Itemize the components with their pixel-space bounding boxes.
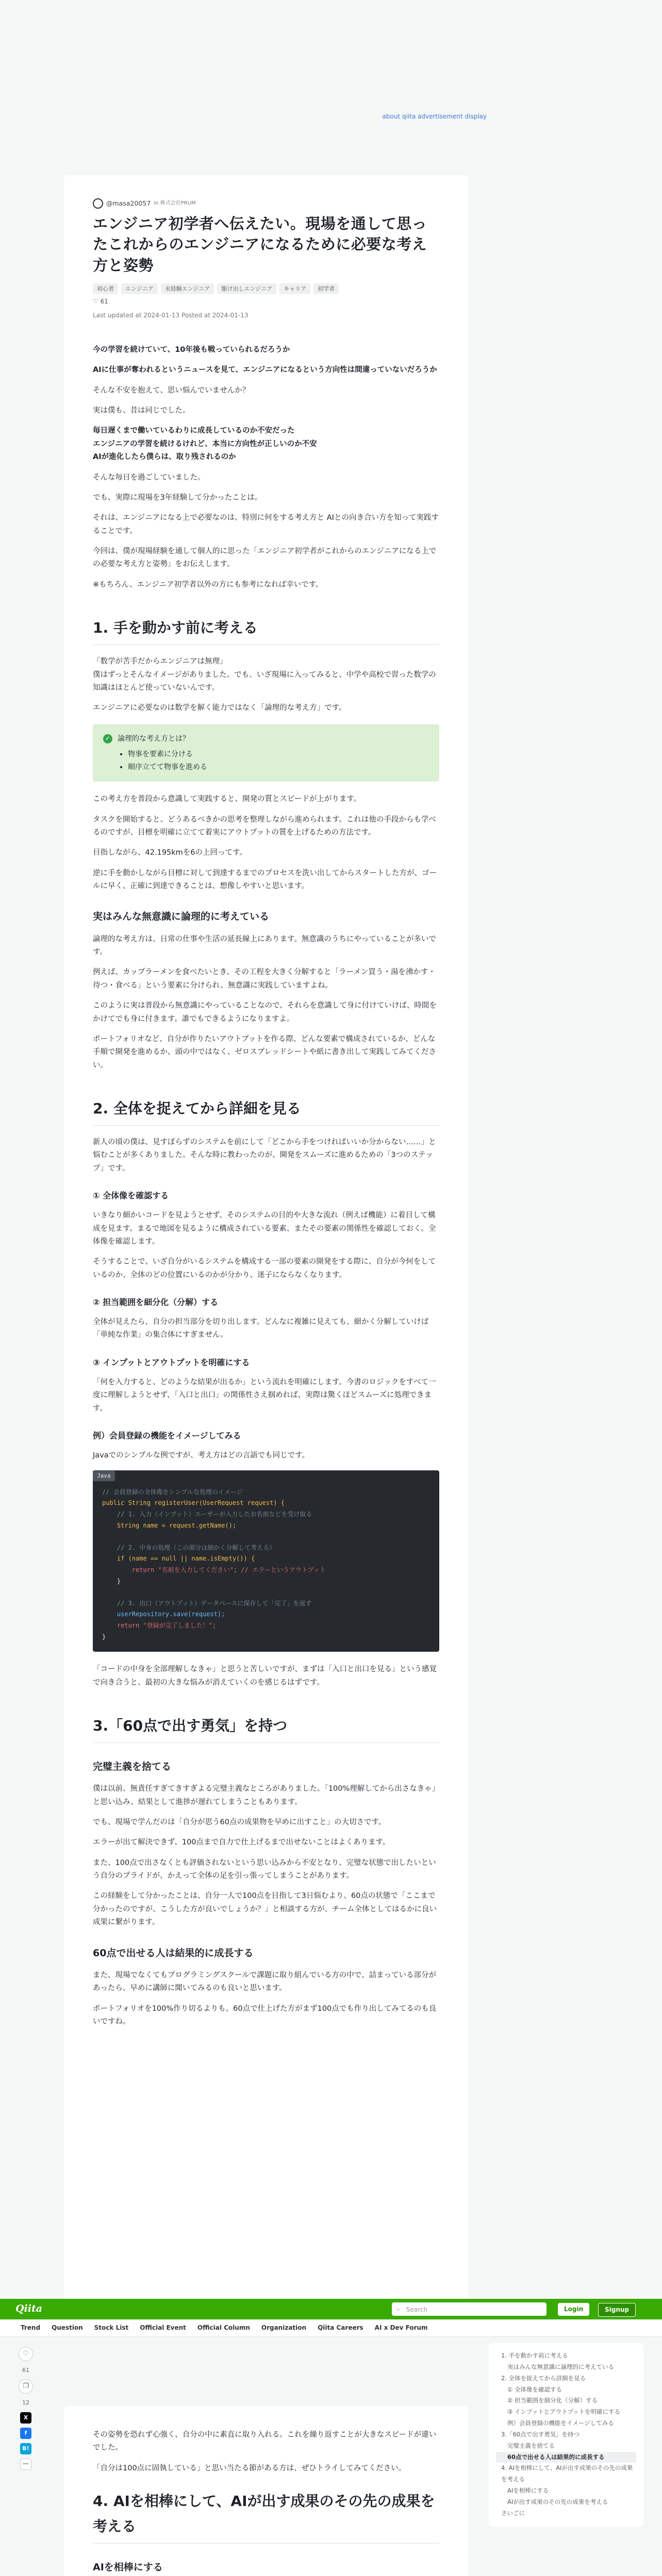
nav-item[interactable]: Qiita Careers bbox=[318, 2324, 363, 2331]
paragraph: いきなり細かいコードを見ようとせず、そのシステムの目的や大きな流れ（例えば機能）に着目して構成を見ます。まるで地図を見るように構成されている要素、またその要素の関係性を確認しておく。全体像を確認します。 bbox=[93, 1211, 436, 1246]
article-actions bbox=[15, 2347, 36, 2470]
paragraph: エンジニアに必要なのは数学を解く能力ではなく「論理的な考え方」です。 bbox=[93, 704, 346, 713]
nav-item[interactable]: Official Event bbox=[140, 2324, 186, 2331]
subsection-heading: 実はみんな無意識に論理的に考えている bbox=[93, 911, 270, 923]
bold-block: AIが進化したら僕らは、取り残されるのか bbox=[93, 453, 236, 462]
author-avatar[interactable] bbox=[93, 198, 103, 209]
paragraph: 例えば、カップラーメンを食べたいとき、その工程を大きく分解すると「ラーメン買う・湯を沸かす・待つ・食べる」という要素に分けられ、無意識に実践していますよね。 bbox=[93, 968, 436, 990]
paragraph: ポートフォリオを100%作り切るよりも、60点で仕上げた方がまず100点でも作り出してみてるのも良いですね。 bbox=[93, 2004, 437, 2026]
toc-item[interactable]: 3.「60点で出す勇気」を持つ bbox=[501, 2430, 580, 2438]
toc-item[interactable]: AIを相棒にする bbox=[507, 2487, 549, 2495]
paragraph: 「数学が苦手だからエンジニアは無理」 bbox=[93, 657, 227, 666]
subsection-heading: 60点で出せる人は結果的に成長する bbox=[93, 1947, 254, 1959]
article-dates: Last updated at 2024-01-13 Posted at 2024-01-13 bbox=[93, 311, 249, 319]
code-line: // 3. 出口（アウトプット）データベースに保存して「完了」を返す bbox=[102, 1599, 312, 1607]
paragraph: この考え方を普段から意識して実践すると、開発の質とスピードが上がります。 bbox=[93, 795, 361, 804]
intro-bold-1: 今の学習を続けていて、10年後も戦っていられるだろうか bbox=[93, 345, 290, 354]
article-body bbox=[64, 175, 468, 2308]
code-line: return "登録が完了しました！"; bbox=[102, 1622, 217, 1629]
like-icon[interactable]: ♡ bbox=[19, 2347, 33, 2361]
section-heading: 1. 手を動かす前に考える bbox=[93, 615, 439, 645]
note-item: • 順序立てて物事を進める bbox=[128, 761, 429, 774]
nav-item[interactable]: Stock List bbox=[94, 2324, 129, 2331]
qiita-logo[interactable]: Qiita bbox=[15, 2303, 43, 2315]
tag[interactable]: キャリア bbox=[279, 283, 310, 294]
bold-block: 毎日遅くまで働いているわりに成長しているのか不安だった bbox=[93, 427, 295, 435]
tag[interactable]: 初学者 bbox=[313, 283, 339, 294]
nav-item[interactable]: Trend bbox=[21, 2324, 41, 2331]
toc-item[interactable]: 例）会員登録の機能をイメージしてみる bbox=[507, 2419, 614, 2427]
tag[interactable]: 未経験エンジニア bbox=[161, 283, 214, 294]
toc-item[interactable]: ① 全体像を確認する bbox=[507, 2385, 562, 2393]
nav-item[interactable]: Official Column bbox=[197, 2324, 250, 2331]
ad-info-link[interactable]: about qiita advertisement display bbox=[382, 113, 487, 120]
code-line: String name = request.getName(); bbox=[102, 1521, 237, 1529]
paragraph: また、現場でなくてもプログラミングスクールで課題に取り組んでいる方の中で、詰まっている部分があったら、早めに講師に聞いてみるのも良いと思います。 bbox=[93, 1971, 436, 1993]
code-line: userRepository.save(request); bbox=[102, 1611, 225, 1618]
code-language-label: Java bbox=[93, 1471, 115, 1481]
search-icon: ⌕ bbox=[396, 2306, 400, 2313]
code-line: } bbox=[102, 1633, 106, 1640]
more-icon[interactable]: ⋯ bbox=[20, 2459, 31, 2470]
code-line: // 会員登録の全体像をシンプルな処理のイメージ bbox=[102, 1488, 243, 1496]
code-line: public String registerUser(UserRequest request) { bbox=[102, 1499, 285, 1507]
paragraph: 逆に手を動かしながら目標に対して到達するまでのプロセスを洗い出してからスタートした方が、ゴールに早く、正確に到達できることは、想像しやすいと思います。 bbox=[93, 869, 437, 891]
article-body-continued bbox=[64, 2406, 468, 2576]
table-of-contents bbox=[489, 2343, 643, 2527]
paragraph: Javaでのシンプルな例ですが、考え方はどの言語でも同じです。 bbox=[93, 1451, 310, 1460]
toc-item[interactable]: 実はみんな無意識に論理的に考えている bbox=[507, 2363, 614, 2370]
author-name[interactable]: @masa20057 bbox=[106, 199, 151, 207]
toc-item[interactable]: 1. 手を動かす前に考える bbox=[501, 2352, 568, 2359]
paragraph: 実は僕も、昔は同じでした。 bbox=[93, 406, 190, 415]
code-block[interactable] bbox=[93, 1470, 439, 1652]
paragraph: 論理的な考え方は、日常の仕事や生活の延長線上にあります。無意識のうちにやっていることが多いです。 bbox=[93, 935, 436, 957]
code-line: if (name == null || name.isEmpty()) { bbox=[102, 1555, 255, 1563]
hatena-share-icon[interactable]: B! bbox=[20, 2443, 31, 2454]
toc-item[interactable]: 2. 全体を捉えてから詳細を見る bbox=[501, 2374, 586, 2382]
org-badge[interactable]: in 株式会社PRUM bbox=[154, 200, 196, 207]
toc-item[interactable]: AIが出す成果のその先の成果を考える bbox=[507, 2498, 608, 2505]
paragraph: このように実は普段から無意識にやっていることなので、それらを意識して身に付けていけば、時間をかけてでも身に付きます。誰でもできるようになりますよ。 bbox=[93, 1002, 437, 1023]
section-heading: 2. 全体を捉えてから詳細を見る bbox=[93, 1096, 439, 1126]
paragraph: そうすることで、いざ自分がいるシステムを構成する一部の要素の開発をする際に、自分が今何をしているのか、全体のどの位置にいるのかが分かり、迷子にならなくなります。 bbox=[93, 1258, 436, 1279]
step-heading: ② 担当範囲を細分化（分解）する bbox=[93, 1297, 219, 1308]
subsection-heading: AIを相棒にする bbox=[93, 2562, 163, 2573]
section-heading: 3.「60点で出す勇気」を持つ bbox=[93, 1713, 439, 1743]
code-line: return "名前を入力してください"; // エラーというアウトプット bbox=[102, 1566, 326, 1574]
section-heading: 4. AIを相棒にして、AIが出す成果のその先の成果を考える bbox=[93, 2488, 439, 2544]
bold-block: エンジニアの学習を続けるけれど、本当に方向性が正しいのか不安 bbox=[93, 439, 317, 448]
like-count-side: 61 bbox=[22, 2367, 29, 2374]
note-box bbox=[93, 724, 439, 782]
nav-item[interactable]: Organization bbox=[261, 2324, 307, 2331]
x-share-icon[interactable]: X bbox=[20, 2412, 31, 2424]
step-heading: ① 全体像を確認する bbox=[93, 1191, 169, 1201]
code-line: // 1. 入力（インプット）ユーザーが入力したお名前などを受け取る bbox=[102, 1511, 312, 1518]
like-count: ♡ 61 bbox=[93, 297, 108, 305]
paragraph: 「コードの中身を全部理解しなきゃ」と思うと苦しいですが、まずは「入口と出口を見る」という感覚で向き合うと、最初の大きな悩みが消えていくのを感じるはずです。 bbox=[93, 1665, 437, 1687]
paragraph: でも、現場で学んだのは「自分が思う60点の成果物を早めに出すこと」の大切さです。 bbox=[93, 1818, 386, 1826]
signup-button[interactable]: Signup bbox=[598, 2303, 636, 2317]
paragraph: ※もちろん、エンジニア初学者以外の方にも参考になれば幸いです。 bbox=[93, 580, 323, 589]
intro-bold-2: AIに仕事が奪われるというニュースを見て、エンジニアになるという方向性は間違っていないだろうか bbox=[93, 366, 437, 375]
toc-item[interactable]: ③ インプットとアウトプットを明確にする bbox=[507, 2408, 621, 2416]
code-line bbox=[102, 1587, 430, 1598]
paragraph: また、100点で出さなくとも評価されないという思い込みから不安となり、完璧な状態で出したいという自分のプライドが、かえって全体の足を引っ張ってしまうことがあります。 bbox=[93, 1858, 436, 1880]
note-item: • 物事を要素に分ける bbox=[128, 748, 429, 761]
tag[interactable]: 駆け出しエンジニア bbox=[217, 283, 276, 294]
sub-navigation bbox=[0, 2319, 662, 2337]
author-row bbox=[93, 198, 439, 209]
paragraph: エラーが出て解決できず、100点まで自力で仕上げるまで出せないことはよくあります。 bbox=[93, 1838, 390, 1847]
step-heading: 例）会員登録の機能をイメージしてみる bbox=[93, 1430, 241, 1440]
paragraph: 「自分は100点に固執している」と思い当たる節がある方は、ぜひトライしてみてください。 bbox=[93, 2464, 406, 2472]
paragraph: そんな毎日を過ごしていました。 bbox=[93, 473, 205, 482]
paragraph: それは、エンジニアになる上で必要なのは、特別に何をする考え方と AIとの向き合い方を知って実践することです。 bbox=[93, 514, 439, 535]
paragraph: 「何を入力すると、どのような結果が出るか」という流れを明確にします。今書のロジックをすべて一度に理解しようとせず、「入口と出口」の関係性さえ掴めれば、実際は驚くほどスムーズに処理できます。 bbox=[93, 1378, 436, 1413]
paragraph: 僕はずっとそんなイメージがありました。でも、いざ現場に入ってみると、中学や高校で習った数学の知識はほとんど使っていないんです。 bbox=[93, 670, 436, 692]
toc-item[interactable]: ② 担当範囲を細分化（分解）する bbox=[507, 2397, 598, 2404]
paragraph: 今回は、僕が現場経験を通して個人的に思った「エンジニア初学者がこれからのエンジニアになる上での必要な考え方と姿勢」をお伝えします。 bbox=[93, 547, 437, 569]
subsection-heading: 完璧主義を捨てる bbox=[93, 1760, 172, 1772]
search-input[interactable] bbox=[392, 2302, 547, 2316]
note-title: 論理的な考え方とは？ bbox=[118, 734, 190, 743]
paragraph: この経験をして分かったことは、自分一人で100点を目指して3日悩むより、60点の状態で「ここまで分かったのですが、こうした方が良いでしょうか？」と相談する方が、チーム全体としてはるかに良い成果に繋がります。 bbox=[93, 1892, 437, 1927]
code-content[interactable] bbox=[93, 1482, 439, 1652]
search-placeholder: Search bbox=[406, 2306, 428, 2313]
paragraph: でも、実際に現場を3年経験して分かったことは。 bbox=[93, 493, 262, 502]
paragraph: 新人の頃の僕は、見すぼらずのシステムを前にして「どこから手をつければいいか分からない……」と悩むことが多くありました。そんな時に教わったのが、開発をスムーズに進めるための「3つのステップ」です。 bbox=[93, 1138, 436, 1173]
code-line: // 2. 中身の処理（この部分は細かく分解して考える） bbox=[102, 1544, 276, 1551]
code-line: } bbox=[102, 1577, 121, 1585]
nav-item[interactable]: AI x Dev Forum bbox=[374, 2324, 428, 2331]
site-header bbox=[0, 2299, 662, 2319]
facebook-share-icon[interactable]: f bbox=[20, 2428, 31, 2439]
nav-item[interactable]: Question bbox=[52, 2324, 83, 2331]
step-heading: ③ インプットとアウトプットを明確にする bbox=[93, 1357, 250, 1367]
toc-item[interactable]: 4. AIを相棒にして、AIが出す成果のその先の成果を考える bbox=[501, 2464, 633, 2483]
tag[interactable]: エンジニア bbox=[121, 283, 158, 294]
login-button[interactable]: Login bbox=[558, 2303, 589, 2316]
tag[interactable]: 初心者 bbox=[93, 283, 118, 294]
paragraph: そんな不安を抱えて、思い悩んでいませんか？ bbox=[93, 386, 250, 395]
stock-count-side: 12 bbox=[22, 2399, 29, 2406]
article-title: エンジニア初学者へ伝えたい。現場を通して思ったこれからのエンジニアになるために必要な考え方と姿勢 bbox=[93, 214, 427, 275]
tag-list bbox=[93, 283, 439, 294]
toc-item[interactable]: さいごに bbox=[501, 2509, 525, 2517]
stock-icon[interactable]: ❐ bbox=[19, 2379, 33, 2394]
code-line bbox=[102, 1531, 430, 1543]
paragraph: 僕は以前、無責任すぎてきすぎよる完璧主義なところがありました。「100%理解してから出さなきゃ」と思い込み、結果として進捗が遅れてしまうこともあります。 bbox=[93, 1785, 436, 1806]
paragraph: その姿勢を恐れず心強く、自分の中に素直に取り入れる。これを繰り返すことが大きなスピードが違いでした。 bbox=[93, 2431, 437, 2452]
paragraph: ポートフォリオなど、自分が作りたいアウトプットを作る際、どんな要素で構成されているか、どんな手順で開発を進めるか、頭の中ではなく、ゼロスプレッドシートや紙に書き出して実践してみてください。 bbox=[93, 1035, 436, 1070]
check-icon: ✓ bbox=[103, 734, 112, 743]
paragraph: 目指しながら、42.195kmを6の上回ってす。 bbox=[93, 849, 247, 857]
toc-item[interactable]: 60点で出せる人は結果的に成長する bbox=[496, 2452, 636, 2463]
toc-item[interactable]: 完璧主義を捨てる bbox=[507, 2442, 555, 2449]
paragraph: 全体が見えたら、自分の担当部分を切り出します。どんなに複雑に見えても、細かく分解していけば「単純な作業」の集合体にすぎません。 bbox=[93, 1318, 429, 1340]
paragraph: タスクを開始すると、どうあるべきかの思考を整理しながら進められます。これは他の手段からも学べるのですが、目標を明確に立てて着実にアウトプットの質を上げるための方法です。 bbox=[93, 815, 436, 837]
